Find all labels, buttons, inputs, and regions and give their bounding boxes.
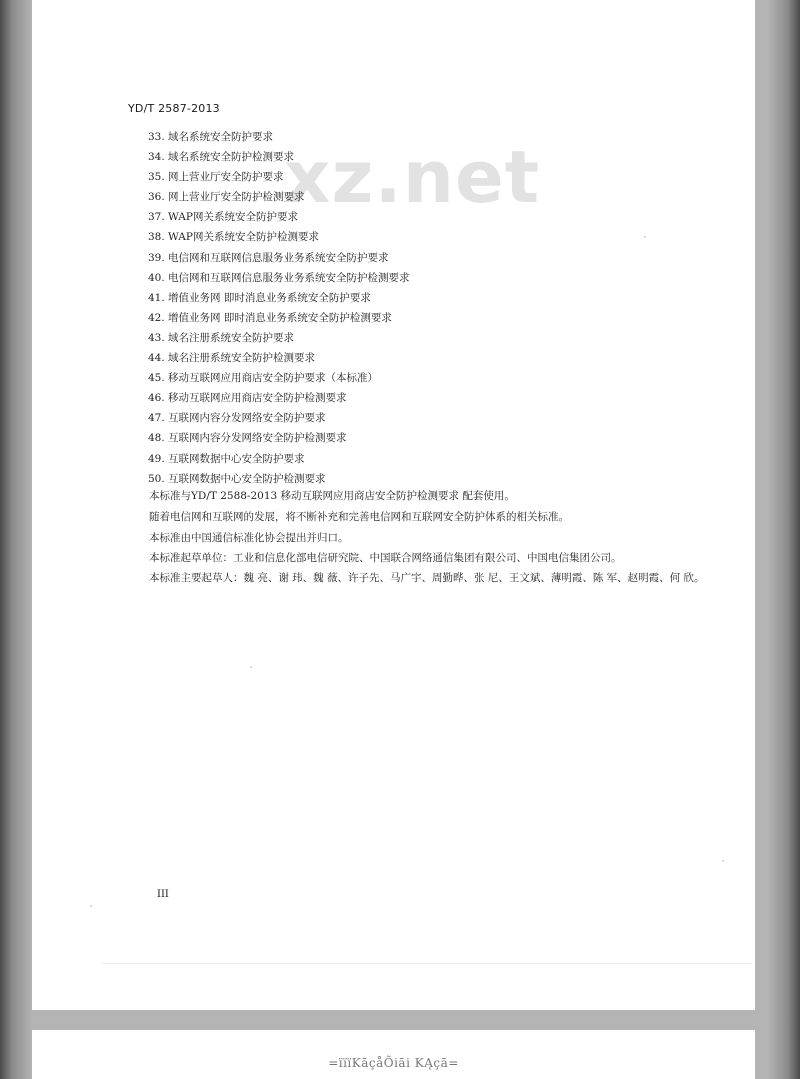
document-page [32, 0, 755, 1010]
scan-speck [250, 666, 252, 668]
list-item: 34. 域名系统安全防护检测要求 [148, 151, 295, 164]
next-page-text: =ïïïKāçåÕiāi KĄçā= [328, 1056, 459, 1070]
companion-standard-paragraph: 本标准与YD/T 2588-2013 移动互联网应用商店安全防护检测要求 配套使用。 [149, 490, 515, 502]
drafting-units-paragraph: 本标准起草单位：工业和信息化部电信研究院、中国联合网络通信集团有限公司、中国电信集团公司。 [149, 552, 622, 564]
list-item: 49. 互联网数据中心安全防护要求 [148, 452, 305, 465]
page-divider [102, 963, 752, 964]
proposer-paragraph: 本标准由中国通信标准化协会提出并归口。 [149, 532, 349, 544]
list-item: 50. 互联网数据中心安全防护检测要求 [148, 472, 326, 485]
list-item: 40. 电信网和互联网信息服务业务系统安全防护检测要求 [148, 271, 410, 284]
document-id: YD/T 2587-2013 [128, 102, 220, 115]
list-item: 44. 域名注册系统安全防护检测要求 [148, 352, 316, 365]
list-item: 43. 域名注册系统安全防护要求 [148, 331, 295, 344]
scan-speck [644, 236, 646, 238]
list-item: 41. 增值业务网 即时消息业务系统安全防护要求 [148, 291, 371, 304]
page-number: III [157, 889, 169, 900]
list-item: 33. 域名系统安全防护要求 [148, 131, 274, 143]
list-item: 36. 网上营业厅安全防护检测要求 [148, 191, 305, 204]
scan-speck [90, 905, 92, 907]
list-item: 48. 互联网内容分发网络安全防护检测要求 [148, 432, 347, 445]
scan-speck [722, 860, 724, 862]
list-item: 42. 增值业务网 即时消息业务系统安全防护检测要求 [148, 311, 392, 324]
list-item: 45. 移动互联网应用商店安全防护要求（本标准） [148, 372, 379, 385]
list-item: 37. WAP网关系统安全防护要求 [148, 211, 298, 224]
list-item: 35. 网上营业厅安全防护要求 [148, 171, 284, 184]
standards-list [148, 127, 410, 489]
list-item: 47. 互联网内容分发网络安全防护要求 [148, 412, 326, 425]
next-page [32, 1030, 755, 1079]
list-item: 39. 电信网和互联网信息服务业务系统安全防护要求 [148, 251, 389, 264]
list-item: 38. WAP网关系统安全防护检测要求 [148, 231, 319, 244]
development-paragraph: 随着电信网和互联网的发展，将不断补充和完善电信网和互联网安全防护体系的相关标准。 [149, 511, 569, 523]
list-item: 46. 移动互联网应用商店安全防护检测要求 [148, 392, 347, 405]
watermark: xz.net [284, 135, 541, 219]
drafters-paragraph: 本标准主要起草人：魏 亮、谢 玮、魏 薇、许子先、马广宇、周勤晔、张 尼、王文斌、薄明霞、陈 军、赵明霞、何 欣。 [149, 572, 705, 584]
